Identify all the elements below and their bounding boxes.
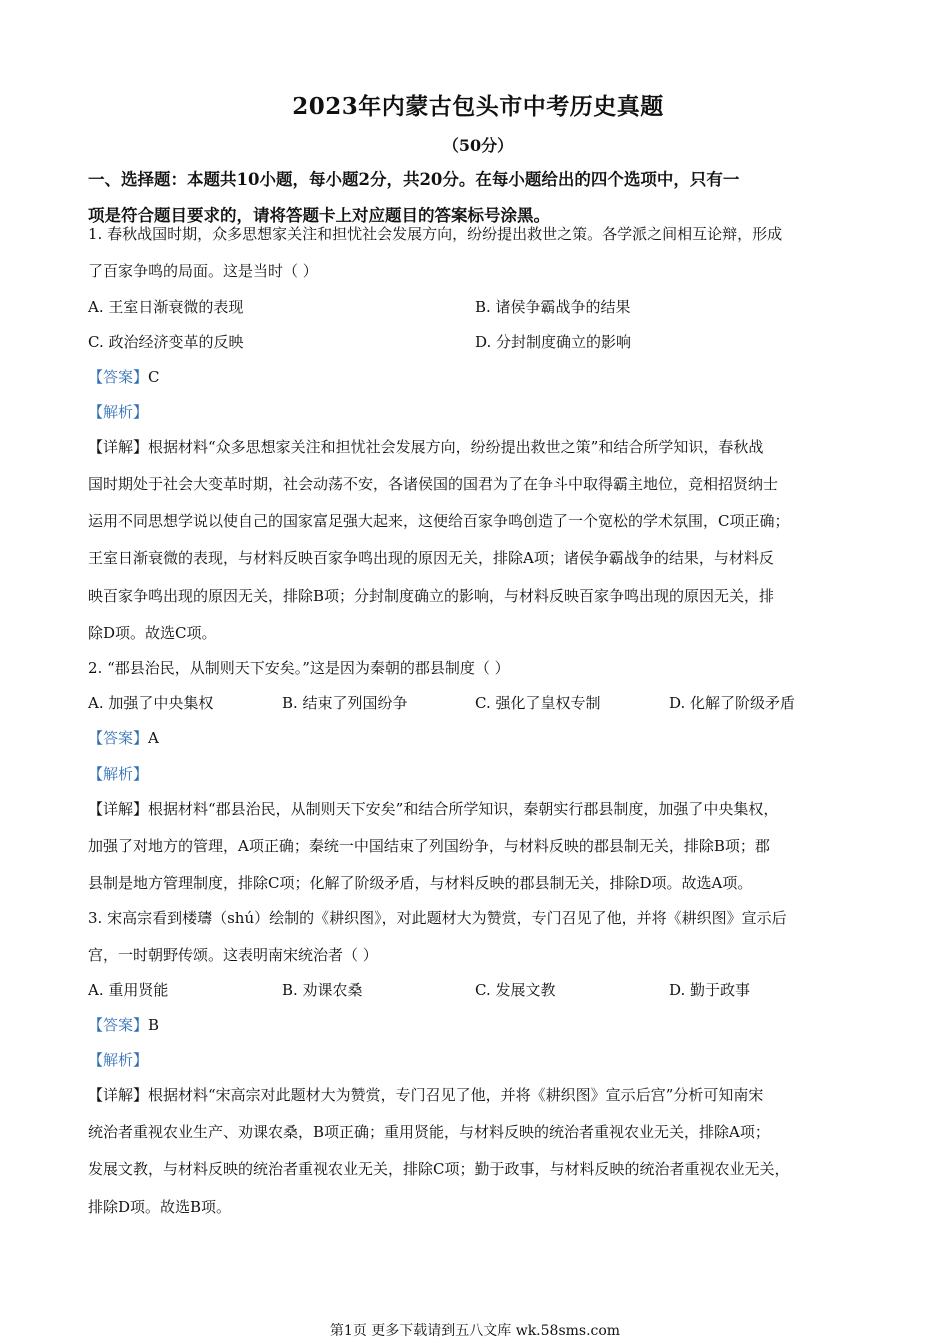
q2-stem-line-1: 2. “郡县治民，从制则天下安矣。”这是因为秦朝的郡县制度（ ） (88, 659, 510, 677)
q1-stem-line-1: 1. 春秋战国时期，众多思想家关注和担忧社会发展方向，纷纷提出救世之策。各学派之间相互论辩，形成 (88, 225, 783, 243)
analysis-tag: 【解析】 (88, 765, 149, 783)
q1-answer (88, 365, 868, 389)
q2-option-d: D. 化解了阶级矛盾 (669, 694, 796, 712)
q2-option-c: C. 强化了皇权专制 (475, 694, 601, 712)
detail-tag: 【详解】 (88, 438, 149, 456)
q3-answer-value: B (148, 1016, 160, 1034)
q3-option-d: D. 勤于政事 (669, 981, 751, 999)
detail-tag: 【详解】 (88, 800, 149, 818)
q1-detail-line-1 (88, 435, 868, 459)
q2-analysis (88, 762, 868, 786)
q3-option-c: C. 发展文教 (475, 981, 556, 999)
q3-stem-line-1: 3. 宋高宗看到楼璹（shú）绘制的《耕织图》，对此题材大为赞赏，专门召见了他，并将《耕织图》宣示后 (88, 909, 787, 927)
q2-option-a: A. 加强了中央集权 (88, 694, 214, 712)
q2-detail-line-2: 加强了对地方的管理，A项正确；秦统一中国结束了列国纷争，与材料反映的郡县制无关，排除B项；郡 (88, 837, 770, 855)
q3-option-a: A. 重用贤能 (88, 981, 169, 999)
q1-stem-line-2: 了百家争鸣的局面。这是当时（ ） (88, 262, 318, 280)
q3-detail-line-1 (88, 1083, 868, 1107)
analysis-tag: 【解析】 (88, 1051, 149, 1069)
page-title: 2023年内蒙古包头市中考历史真题 (292, 93, 664, 120)
q3-option-b: B. 劝课农桑 (282, 981, 363, 999)
q2-detail-text-1: 根据材料“郡县治民，从制则天下安矣”和结合所学知识，秦朝实行郡县制度，加强了中央集权， (148, 800, 779, 818)
section-heading-line-2: 项是符合题目要求的，请将答题卡上对应题目的答案标号涂黑。 (88, 206, 550, 225)
q1-answer-value: C (148, 368, 160, 386)
answer-tag: 【答案】 (88, 368, 149, 386)
q1-option-c: C. 政治经济变革的反映 (88, 333, 244, 351)
analysis-tag: 【解析】 (88, 403, 149, 421)
q1-option-d: D. 分封制度确立的影响 (475, 333, 632, 351)
page-footer: 第1页 更多下载请到五八文库 wk.58sms.com (329, 1323, 621, 1339)
q1-detail-line-3: 运用不同思想学说以使自己的国家富足强大起来，这便给百家争鸣创造了一个宽松的学术氛围，C项正确； (88, 512, 790, 530)
q3-detail-line-4: 排除D项。故选B项。 (88, 1198, 232, 1216)
q1-detail-line-4: 王室日渐衰微的表现，与材料反映百家争鸣出现的原因无关，排除A项；诸侯争霸战争的结果，与材料反 (88, 549, 774, 567)
q3-detail-text-1: 根据材料“宋高宗对此题材大为赞赏，专门召见了他，并将《耕织图》宣示后宫”分析可知南宋 (148, 1086, 764, 1104)
q3-detail-line-3: 发展文教，与材料反映的统治者重视农业无关，排除C项；勤于政事，与材料反映的统治者重视农业无关， (88, 1160, 790, 1178)
total-score: （50分） (442, 136, 514, 155)
answer-tag: 【答案】 (88, 1016, 149, 1034)
q3-detail-line-2: 统治者重视农业生产、劝课农桑，B项正确；重用贤能，与材料反映的统治者重视农业无关，排除A项； (88, 1123, 770, 1141)
q2-option-b: B. 结束了列国纷争 (282, 694, 408, 712)
q1-detail-line-2: 国时期处于社会大变革时期，社会动荡不安，各诸侯国的国君为了在争斗中取得霸主地位，竞相招贤纳士 (88, 475, 779, 493)
q3-stem-line-2: 宫，一时朝野传颂。这表明南宋统治者（ ） (88, 946, 378, 964)
q2-detail-line-3: 县制是地方管理制度，排除C项；化解了阶级矛盾，与材料反映的郡县制无关，排除D项。故选A项。 (88, 874, 753, 892)
q1-option-b: B. 诸侯争霸战争的结果 (475, 298, 631, 316)
q1-detail-line-6: 除D项。故选C项。 (88, 624, 217, 642)
detail-tag: 【详解】 (88, 1086, 149, 1104)
q1-detail-line-5: 映百家争鸣出现的原因无关，排除B项；分封制度确立的影响，与材料反映百家争鸣出现的原因无关，排 (88, 587, 775, 605)
q3-answer (88, 1013, 868, 1037)
q3-analysis (88, 1048, 868, 1072)
answer-tag: 【答案】 (88, 729, 149, 747)
q1-detail-text-1: 根据材料“众多思想家关注和担忧社会发展方向，纷纷提出救世之策”和结合所学知识，春秋战 (148, 438, 764, 456)
q1-option-a: A. 王室日渐衰微的表现 (88, 298, 244, 316)
section-heading-line-1: 一、选择题：本题共10小题，每小题2分，共20分。在每小题给出的四个选项中，只有一 (88, 170, 740, 189)
q2-answer (88, 726, 868, 750)
q2-detail-line-1 (88, 797, 868, 821)
q2-answer-value: A (148, 729, 159, 747)
q1-analysis (88, 400, 868, 424)
